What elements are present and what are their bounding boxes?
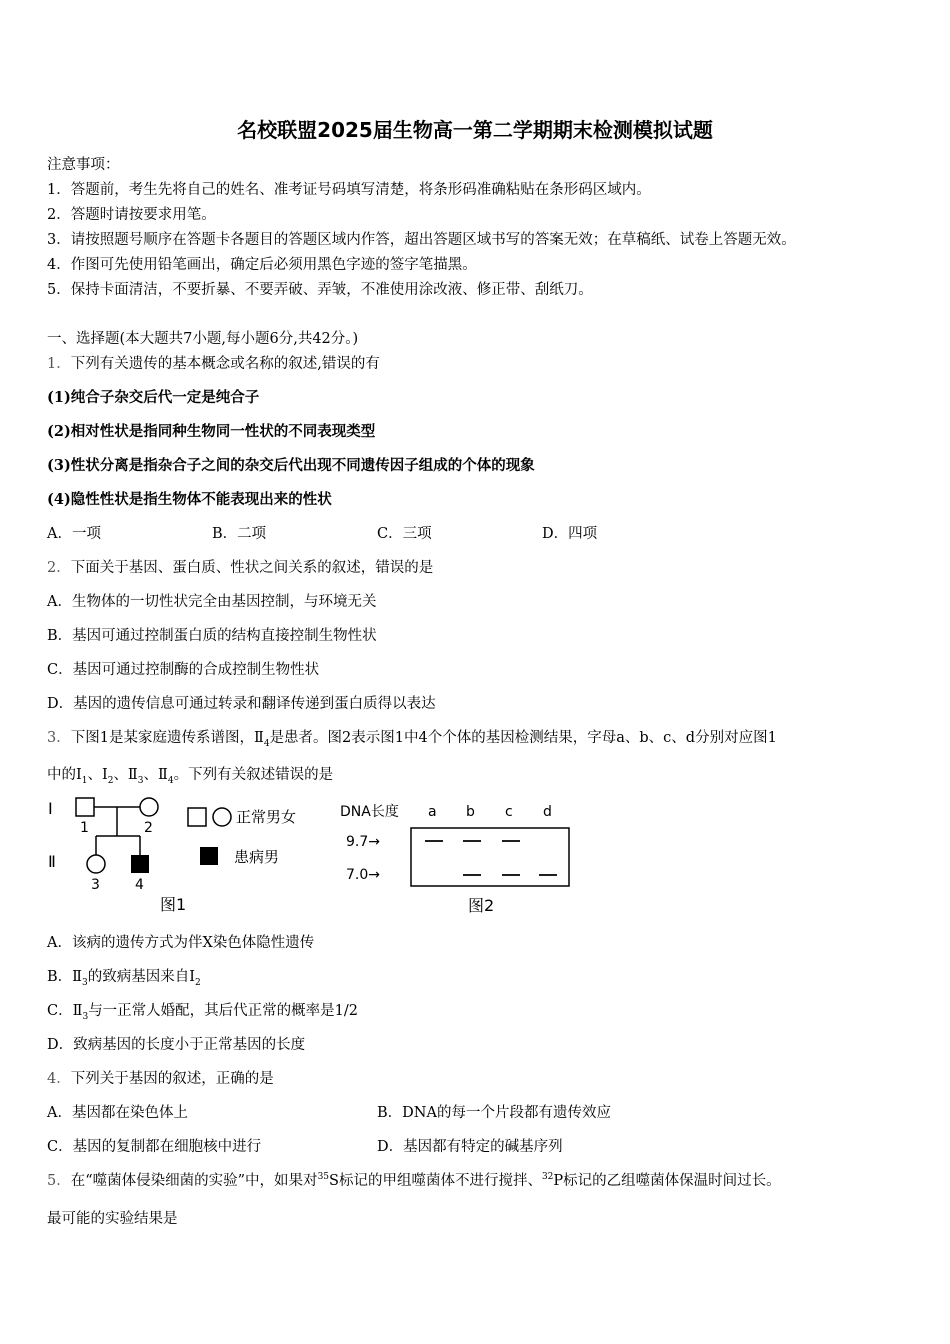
- legend-affected-label: 患病男: [234, 848, 280, 866]
- q1-statement: (1)纯合子杂交后代一定是纯合子: [47, 389, 260, 406]
- q3-option-a: A．该病的遗传方式为伴X染色体隐性遗传: [47, 935, 315, 951]
- question-5-stem: 5．在“噬菌体侵染细菌的实验”中，如果对$^{35}$S标记的甲组噬菌体不进行搅拌、$^{32}$P标记的乙组噬菌体保温时间过长。: [47, 1172, 781, 1189]
- notice-item: 5．保持卡面清洁，不要折暴、不要弄破、弄皱，不准使用涂改液、修正带、刮纸刀。: [47, 282, 593, 298]
- q2-option-a: A．生物体的一切性状完全由基因控制，与环境无关: [47, 594, 377, 610]
- individual-label: 2: [144, 820, 153, 836]
- legend-circle: [213, 808, 231, 826]
- q1-option-b: B．二项: [212, 526, 267, 542]
- q2-option-d: D．基因的遗传信息可通过转录和翻译传递到蛋白质得以表达: [47, 696, 436, 712]
- notice-item: 1．答题前，考生先将自己的姓名、准考证号码填写清楚，将条形码准确粘贴在条形码区域内。: [47, 182, 651, 198]
- male-normal-symbol: [76, 798, 94, 816]
- figure-1-caption: 图1: [160, 895, 187, 914]
- lane-label: a: [428, 804, 437, 820]
- male-affected-symbol: [131, 855, 149, 873]
- q2-option-b: B．基因可通过控制蛋白质的结构直接控制生物性状: [47, 628, 377, 644]
- dna-detection-figure: [338, 798, 588, 920]
- question-3-stem: 3．下图1是某家庭遗传系谱图，$Ⅱ_4$是患者。图2表示图1中4个个体的基因检测结果，字母a、b、c、d分别对应图1: [47, 730, 777, 749]
- question-5-stem-cont: 最可能的实验结果是: [47, 1211, 178, 1227]
- pedigree-figure: [40, 792, 330, 917]
- page-title: 名校联盟2025届生物高一第二学期期末检测模拟试题: [237, 118, 713, 142]
- female-normal-symbol: [140, 798, 158, 816]
- q3-option-d: D．致病基因的长度小于正常基因的长度: [47, 1037, 306, 1053]
- question-1-stem: 1．下列有关遗传的基本概念或名称的叙述,错误的有: [47, 356, 380, 372]
- generation-ii-label: Ⅱ: [48, 852, 56, 871]
- q1-option-c: C．三项: [377, 526, 432, 542]
- question-2-stem: 2．下面关于基因、蛋白质、性状之间关系的叙述，错误的是: [47, 560, 434, 576]
- q1-option-d: D．四项: [542, 526, 598, 542]
- legend-normal-label: 正常男女: [236, 808, 297, 826]
- q4-option-b: B．DNA的每一个片段都有遗传效应: [377, 1105, 611, 1121]
- generation-i-label: Ⅰ: [48, 799, 53, 818]
- notice-item: 3．请按照题号顺序在答题卡各题目的答题区域内作答，超出答题区域书写的答案无效；在草稿纸、试卷上答题无效。: [47, 232, 796, 248]
- lane-label: c: [505, 804, 513, 820]
- notice-heading: 注意事项：: [47, 157, 120, 173]
- size-marker-9-7: 9.7→: [346, 834, 380, 850]
- q1-statement: (3)性状分离是指杂合子之间的杂交后代出现不同遗传因子组成的个体的现象: [47, 457, 535, 474]
- section-heading: 一、选择题(本大题共7小题,每小题6分,共42分。): [47, 331, 359, 347]
- female-normal-symbol: [87, 855, 105, 873]
- q1-statement: (2)相对性状是指同种生物同一性状的不同表现类型: [47, 423, 376, 440]
- individual-label: 3: [91, 877, 100, 893]
- q2-option-c: C．基因可通过控制酶的合成控制生物性状: [47, 662, 320, 678]
- q1-option-a: A．一项: [47, 526, 101, 542]
- q4-option-a: A．基因都在染色体上: [47, 1105, 188, 1121]
- q3-option-c: C．$Ⅱ_3$与一正常人婚配，其后代正常的概率是1/2: [47, 1003, 359, 1022]
- gel-box: [411, 828, 569, 886]
- individual-label: 4: [135, 877, 144, 893]
- individual-label: 1: [80, 820, 89, 836]
- size-marker-7-0: 7.0→: [346, 867, 380, 883]
- dna-length-header: DNA长度: [340, 804, 399, 820]
- question-4-stem: 4．下列关于基因的叙述，正确的是: [47, 1071, 274, 1087]
- notice-item: 2．答题时请按要求用笔。: [47, 207, 216, 223]
- notice-item: 4．作图可先使用铅笔画出，确定后必须用黑色字迹的签字笔描黑。: [47, 257, 477, 273]
- legend-square: [188, 808, 206, 826]
- lane-label: b: [466, 804, 475, 820]
- q3-option-b: B．$Ⅱ_3$的致病基因来自$Ⅰ_2$: [47, 969, 201, 988]
- figure-2-caption: 图2: [468, 896, 495, 915]
- q4-option-d: D．基因都有特定的碱基序列: [377, 1139, 563, 1155]
- question-3-stem-cont: 中的$Ⅰ_1$、$Ⅰ_2$、$Ⅱ_3$、$Ⅱ_4$。下列有关叙述错误的是: [47, 767, 334, 786]
- legend-filled-square: [200, 847, 218, 865]
- q1-statement: (4)隐性性状是指生物体不能表现出来的性状: [47, 491, 332, 508]
- lane-label: d: [543, 804, 552, 820]
- q4-option-c: C．基因的复制都在细胞核中进行: [47, 1139, 262, 1155]
